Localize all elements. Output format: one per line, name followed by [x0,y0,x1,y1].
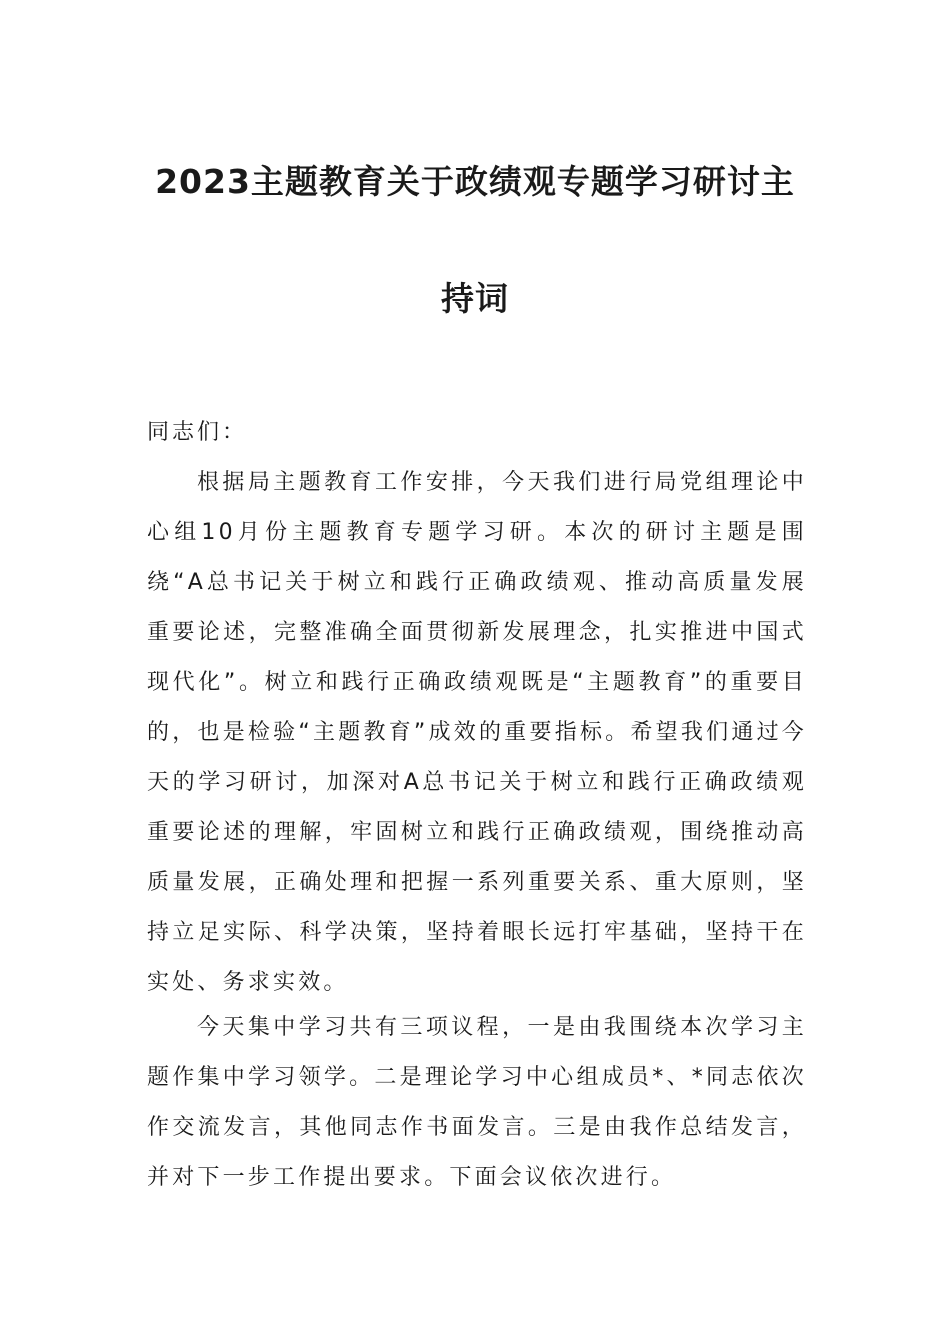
paragraph-agenda-intro: 根据局主题教育工作安排，今天我们进行局党组理论中心组10月份主题教育专题学习研。本次的研讨主题是围绕“A总书记关于树立和践行正确政绩观、推动高质量发展重要论述，完整准确全面贯彻新发展理念，扎实推进中国式现代化”。树立和践行正确政绩观既是“主题教育”的重要目的，也是检验“主题教育”成效的重要指标。希望我们通过今天的学习研讨，加深对A总书记关于树立和践行正确政绩观重要论述的理解，牢固树立和践行正确政绩观，围绕推动高质量发展，正确处理和把握一系列重要关系、重大原则，坚持立足实际、科学决策，坚持着眼长远打牢基础，坚持干在实处、务求实效。 [147,470,807,995]
paragraph-agenda-items: 今天集中学习共有三项议程，一是由我围绕本次学习主题作集中学习领学。二是理论学习中心组成员*、*同志依次作交流发言，其他同志作书面发言。三是由我作总结发言，并对下一步工作提出要求。下面会议依次进行。 [147,1015,807,1190]
document-title-line-2: 持词 [441,279,509,318]
document-title-line-1: 2023主题教育关于政绩观专题学习研讨主 [155,162,795,201]
salutation: 同志们： [147,420,248,445]
